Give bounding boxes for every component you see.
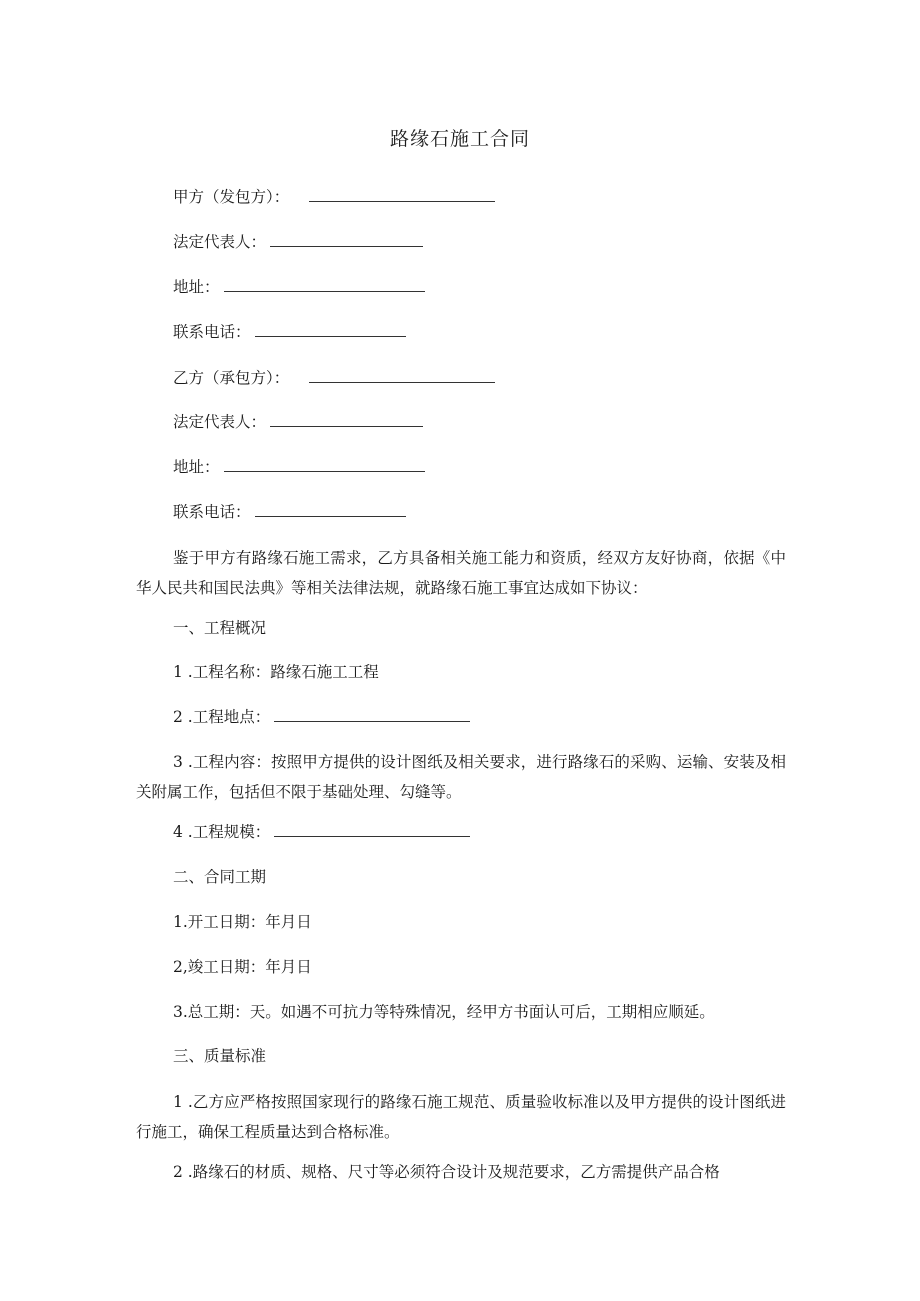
party-b-rep-label: 法定代表人： [173, 413, 267, 431]
section-1-item-1: 1 .工程名称：路缘石施工工程 [173, 663, 379, 681]
party-a-rep-blank[interactable] [270, 232, 423, 247]
party-b-rep-line [173, 412, 423, 432]
party-b-phone-blank[interactable] [255, 502, 406, 517]
section-2-item-1: 1.开工日期：年月日 [173, 913, 312, 931]
project-location-blank[interactable] [274, 707, 470, 722]
party-b-addr-line [173, 457, 425, 477]
party-b-line [173, 368, 495, 388]
section-2-item-3: 3.总工期：天。如遇不可抗力等特殊情况，经甲方书面认可后，工期相应顺延。 [173, 1003, 715, 1021]
document-title: 路缘石施工合同 [389, 128, 530, 150]
party-a-addr-line [173, 277, 425, 297]
party-a-phone-label: 联系电话： [173, 323, 251, 341]
party-b-addr-label: 地址： [173, 458, 220, 476]
section-3-heading: 三、质量标准 [173, 1047, 267, 1065]
party-a-line [173, 187, 495, 207]
party-a-phone-line [173, 322, 406, 342]
party-b-phone-label: 联系电话： [173, 503, 251, 521]
party-a-rep-label: 法定代表人： [173, 233, 267, 251]
party-a-rep-line [173, 232, 423, 252]
party-a-label: 甲方（发包方）： [173, 188, 290, 206]
section-3-item-1: 1 .乙方应严格按照国家现行的路缘石施工规范、质量验收标准以及甲方提供的设计图纸进行施工，确保工程质量达到合格标准。 [136, 1093, 786, 1141]
section-1-heading: 一、工程概况 [173, 619, 267, 637]
party-b-phone-line [173, 502, 406, 522]
section-1-item-2-line [173, 707, 470, 727]
party-b-label: 乙方（承包方）： [173, 369, 290, 387]
party-a-addr-blank[interactable] [224, 277, 425, 292]
preamble-paragraph: 鉴于甲方有路缘石施工需求，乙方具备相关施工能力和资质，经双方友好协商，依据《中华人民共和国民法典》等相关法律法规，就路缘石施工事宜达成如下协议： [136, 549, 786, 597]
section-1-item-4-label: 4 .工程规模： [173, 823, 271, 841]
party-a-blank[interactable] [309, 187, 495, 202]
party-b-rep-blank[interactable] [270, 412, 423, 427]
section-2-item-2: 2,竣工日期：年月日 [173, 958, 312, 976]
section-2-heading: 二、合同工期 [173, 868, 267, 886]
section-1-item-4-line [173, 822, 470, 842]
party-a-addr-label: 地址： [173, 278, 220, 296]
party-a-phone-blank[interactable] [255, 322, 406, 337]
party-b-addr-blank[interactable] [224, 457, 425, 472]
section-1-item-3: 3 .工程内容：按照甲方提供的设计图纸及相关要求，进行路缘石的采购、运输、安装及相关附属工作，包括但不限于基础处理、勾缝等。 [136, 753, 786, 801]
section-1-item-2-label: 2 .工程地点： [173, 708, 271, 726]
section-3-item-2: 2 .路缘石的材质、规格、尺寸等必须符合设计及规范要求，乙方需提供产品合格 [173, 1163, 720, 1181]
project-scale-blank[interactable] [274, 822, 470, 837]
party-b-blank[interactable] [309, 368, 495, 383]
